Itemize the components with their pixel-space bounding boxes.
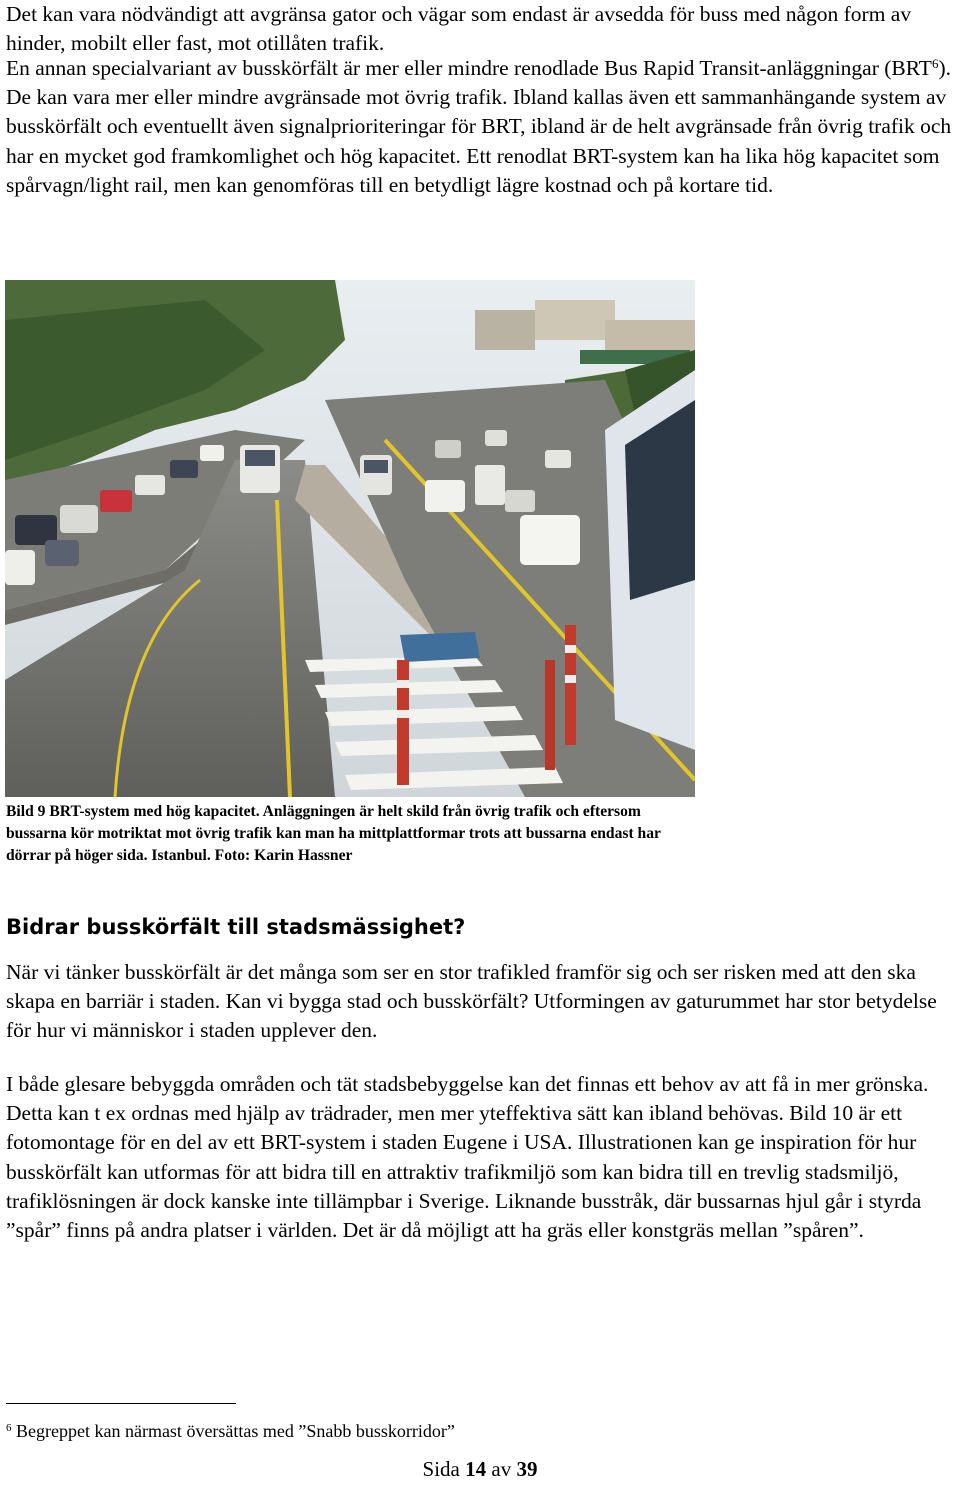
footnote-number: 6 <box>6 1422 12 1434</box>
paragraph-brt-text-b: ). De kan vara mer eller mindre avgränsade mot övrig trafik. Ibland kallas även ett sammanhängande system av busskörfält och eventuellt även signalprioriteringar för BRT, ibland är de helt avgränsade från övrig trafik och har en mycket god framkomlighet och hög kapacitet. Ett renodlat BRT-system kan ha lika hög kapacitet som spårvagn/light rail, men kan genomföras till en betydligt lägre kostnad och på kortare tid. <box>6 56 952 197</box>
brt-photo <box>5 280 695 797</box>
page-number <box>0 1456 960 1482</box>
footnote-separator <box>6 1403 236 1404</box>
footnote-text: Begreppet kan närmast översättas med ”Snabb busskorridor” <box>11 1421 455 1441</box>
paragraph-greenery: I både glesare bebyggda områden och tät stadsbebyggelse kan det finnas ett behov av att få in mer grönska. Detta kan t ex ordnas med hjälp av trädrader, men mer yteffektiva sätt kan ibland behövas. Bild 10 är ett fotomontage för en del av ett BRT-system i staden Eugene i USA. Illustrationen kan ge inspiration för hur busskörfält kan utformas för att bidra till en attraktiv trafikmiljö som kan bidra till en trevlig stadsmiljö, trafiklösningen är dock kanske inte tillämpbar i Sverige. Liknande busstråk, där bussarnas hjul går i styrda ”spår” finns på andra platser i världen. Det är då möjligt att ha gräs eller konstgräs mellan ”spåren”. <box>6 1072 929 1243</box>
section-heading: Bidrar busskörfält till stadsmässighet? <box>6 915 466 939</box>
paragraph-intro: Det kan vara nödvändigt att avgränsa gator och vägar som endast är avsedda för buss med någon form av hinder, mobilt eller fast, mot otillåten trafik. <box>6 2 912 56</box>
page-middle: av <box>486 1457 517 1481</box>
footnote-reference[interactable]: 6 <box>931 56 939 71</box>
paragraph-brt-text-a: En annan specialvariant av busskörfält är mer eller mindre renodlade Bus Rapid Transit-anläggningar (BRT <box>6 56 932 80</box>
paragraph-barrier: När vi tänker busskörfält är det många som ser en stor trafikled framför sig och ser risken med att den ska skapa en barriär i staden. Kan vi bygga stad och busskörfält? Utformingen av gaturummet har stor betydelse för hur vi människor i staden upplever den. <box>6 960 937 1043</box>
page-prefix: Sida <box>422 1457 466 1481</box>
footnote <box>6 1418 455 1444</box>
figure-caption: Bild 9 BRT-system med hög kapacitet. Anläggningen är helt skild från övrig trafik och eftersom bussarna kör motriktat mot övrig trafik kan man ha mittplattformar trots att bussarna endast har dörrar på höger sida. Istanbul. Foto: Karin Hassner <box>6 803 661 864</box>
page-total: 39 <box>516 1457 538 1481</box>
page-current: 14 <box>465 1457 487 1481</box>
paragraph-brt <box>6 54 960 200</box>
